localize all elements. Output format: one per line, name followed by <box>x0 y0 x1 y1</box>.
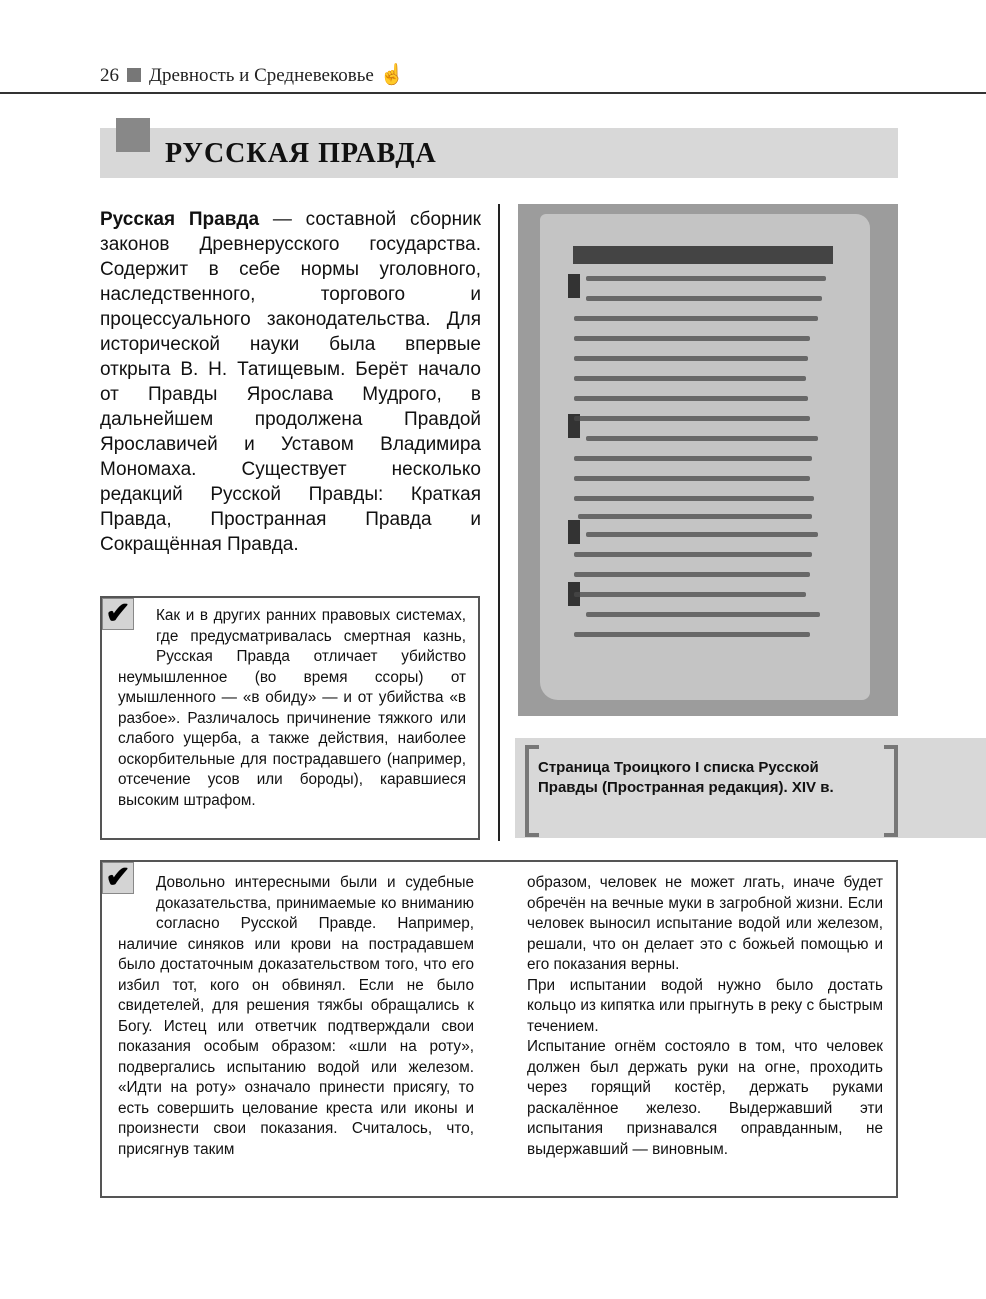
page-number: 26 <box>100 65 119 86</box>
paragraph: При испытании водой нужно было достать кольцо из кипятка или прыгнуть в реку с быстрым течением. <box>527 976 883 1035</box>
intro-paragraph <box>100 207 481 557</box>
checkmark-icon: ✔ <box>102 598 134 630</box>
pointing-hand-icon: ☝ <box>379 64 405 86</box>
initial-letter <box>568 274 580 298</box>
initial-letter <box>568 520 580 544</box>
page-title: РУССКАЯ ПРАВДА <box>165 138 437 169</box>
image-caption: Страница Троицкого I списка Русской Правды (Пространная редакция). XIV в. <box>538 759 834 796</box>
intro-term: Русская Правда <box>100 209 260 230</box>
manuscript-image <box>518 204 898 716</box>
note-text-evidence-right <box>527 873 883 1160</box>
note-text-death-penalty <box>118 606 466 811</box>
text-indent <box>118 873 156 933</box>
header-square-icon <box>127 68 141 82</box>
box1-text: Как и в других ранних правовых системах, где предусматривалась смертная казнь, Русская Правда отличает убийство неумышленное (во время ссоры) от умышленного — «в обиду» — и от убийства «в разбое». Различалось причинение тяжкого или слабого ущерба, а также действия, наиболее оскорбительные для пострадавшего (например, отсечение усов или бороды), каравшиеся высоким штрафом. <box>118 607 466 809</box>
paragraph: образом, человек не может лгать, иначе будет обречён на вечные муки в загробной жизни. Если человек выносил испытание водой или железом, решали, что он делает это с божьей помощью и его показания верны. <box>527 874 883 973</box>
header-rule <box>0 92 986 94</box>
caption-bracket-right <box>884 745 898 837</box>
note-text-evidence-left <box>118 873 474 1160</box>
caption-bracket-left <box>525 745 539 837</box>
manuscript-heading <box>573 246 833 264</box>
text-indent <box>118 606 156 666</box>
title-square-icon <box>116 118 150 152</box>
paragraph: Испытание огнём состояло в том, что человек должен был держать руки на огне, проходить через горящий костёр, держать руками раскалённое железо. Выдержавший эти испытания признавался оправданным, не выдержавший — виновным. <box>527 1038 883 1158</box>
checkmark-icon: ✔ <box>102 862 134 894</box>
box2-left-text: Довольно интересными были и судебные доказательства, принимаемые ко вниманию согласно Русской Правде. Например, наличие синяков или крови на пострадавшем было достаточным доказательством того, что его избил тот, кого он обвинял. Если не было свидетелей, для решения тяжбы обращались к Богу. Истец или ответчик подтверждали свои показания особым образом: «шли на роту», подвергались испытанию водой или железом. «Идти на роту» означало принести присягу, то есть совершить целование креста или иконы и произнести свои показания. Считалось, что, присягнув таким <box>118 874 474 1158</box>
section-title: Древность и Средневековье <box>149 65 374 86</box>
running-header <box>100 62 405 87</box>
column-divider <box>498 204 500 841</box>
intro-text: — составной сборник законов Древнерусского государства. Содержит в себе нормы уголовного, наследственного, торгового и процессуального законодательства. Для исторической науки была впервые открыта В. Н. Татищевым. Берёт начало от Правды Ярослава Мудрого, в дальнейшем продолжена Правдой Ярославичей и Уставом Владимира Мономаха. Существует несколько редакций Русской Правды: Краткая Правда, Пространная Правда и Сокращённая Правда. <box>100 209 481 555</box>
